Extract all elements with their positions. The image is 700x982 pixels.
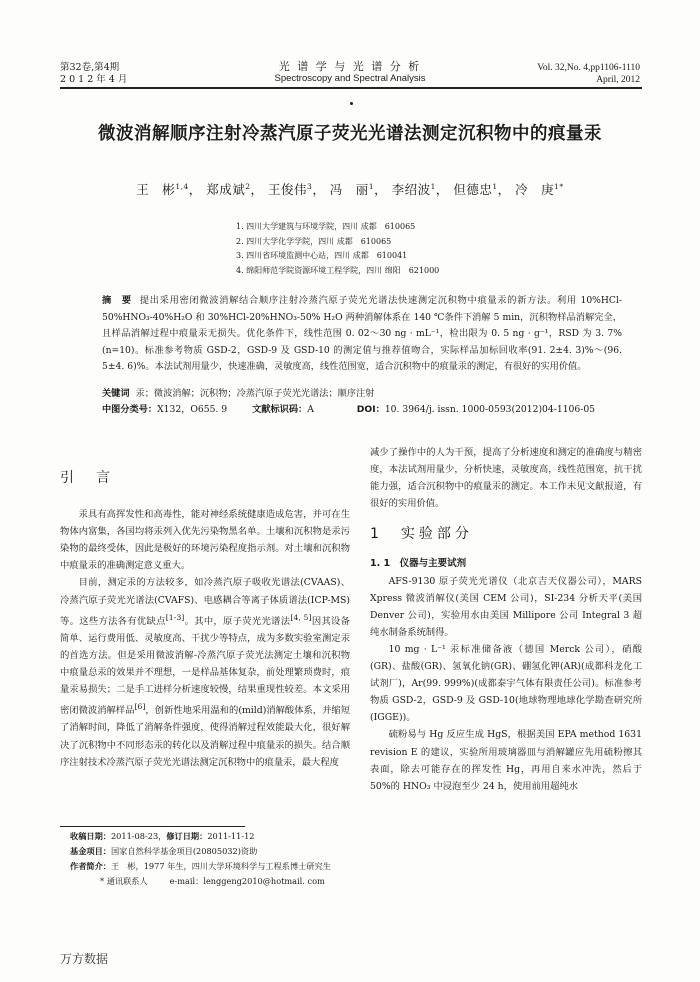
- keywords-label: 关键词: [102, 388, 130, 399]
- affiliation: 3. 四川省环境监测中心站，四川 成都 610041: [236, 251, 408, 260]
- volume-cn: 第32卷,第4期: [60, 62, 120, 73]
- doc-code-label: 文献标识码：: [252, 404, 308, 415]
- affiliations: [236, 220, 439, 278]
- doc-code-value: A: [307, 404, 314, 415]
- cleaning-paragraph: 硫粉易与 Hg 反应生成 HgS，根据美国 EPA method 1631 revision E 的建议，实验所用玻璃器皿与消解罐应先用硫粉擦其表面，除去可能存在的挥发性 Hg，再用自来水冲洗，然后于 50%的 HNO₃ 中浸泡至少 24 h，使用前用超纯水: [370, 729, 642, 792]
- paper-title: 微波消解顺序注射冷蒸汽原子荧光光谱法测定沉积物中的痕量汞: [98, 124, 602, 144]
- date-cn: 2 0 1 2 年 4 月: [60, 74, 128, 85]
- affiliation: 1. 四川大学建筑与环境学院，四川 成都 610065: [236, 222, 416, 231]
- watermark-text: 万方数据: [60, 952, 109, 966]
- received-date: 收稿日期：2011-08-23，修订日期：2011-11-12: [70, 831, 255, 841]
- journal-en: Spectroscopy and Spectral Analysis: [274, 73, 426, 84]
- left-column: [60, 470, 350, 771]
- journal-cn: 光 谱 学 与 光 谱 分 析: [278, 60, 422, 73]
- ornament-dot: [350, 102, 353, 105]
- footnote: [70, 829, 360, 889]
- section-1-heading: 1 实验部分: [370, 526, 473, 543]
- abstract-text: 提出采用密闭微波消解结合顺序注射冷蒸汽原子荧光光谱法快速测定沉积物中痕量汞的新方法。利用 10%HCl-50%HNO₃-40%H₂O 和 30%HCl-20%HNO₃-50% H₂O 两种消解体系在 140 ℃条件下消解 5 min，沉积物样品消解完全，且样品消解过程中痕量汞无损失。优化条件下，线性范围 0. 02～30 ng · mL⁻¹，检出限为 0. 5 ng · g⁻¹，RSD 为 3. 7%(n=10)。标准参考物质 GSD-2，GSD-9 及 GSD-10 的测定值与推荐值吻合，实际样品加标回收率(91. 2±4. 3)%～(96. 5±4. 6)%。本法试剂用量少，快速准确，灵敏度高，线性范围宽，适合沉积物中的痕量汞的测定，有很好的实用价值。: [102, 295, 622, 372]
- keywords-text: 汞；微波消解；沉积物；冷蒸汽原子荧光光谱法；顺序注射: [135, 388, 375, 399]
- author: 冯 丽$^1$: [329, 181, 375, 197]
- subsection-1-1-heading: 1. 1 仪器与主要试剂: [370, 558, 467, 570]
- keywords-block: [102, 386, 642, 418]
- citation: [6]: [134, 702, 146, 712]
- header-center: [220, 61, 480, 85]
- intro-paragraph-1: 汞具有高挥发性和高毒性，能对神经系统健康造成危害，并可在生物体内富集，各国均将汞列入优先污染物黑名单。土壤和沉积物是汞污染物的最终受体，因此是极好的环境污染程度指示剂。对土壤和沉积物中痕量汞的准确测定意义重大。: [60, 509, 350, 572]
- header-right: [537, 62, 640, 86]
- keywords: [102, 386, 642, 402]
- clc-value: X132，O655. 9: [157, 404, 228, 415]
- author: 李绍波$^1$: [391, 181, 436, 197]
- citation: [4, 5]: [290, 612, 312, 622]
- citation: [1-3]: [165, 612, 185, 622]
- funding: 基金项目：国家自然科学基金项目(20805032)资助: [70, 846, 258, 856]
- corresponding-author: * 通讯联系人 e-mail：lenggeng2010@hotmail. com: [100, 876, 325, 886]
- author: 郑成斌$^2$: [206, 181, 251, 197]
- author-list: 王 彬$^{1,4}$， 郑成斌$^2$， 王俊伟$^3$， 冯 丽$^1$， 李绍波$^1$， 但德忠$^1$， 冷 庚$^{1*}$: [136, 181, 564, 197]
- doi-label: DOI：: [356, 404, 385, 415]
- clc-label: 中图分类号：: [102, 404, 158, 415]
- abstract: [102, 293, 622, 376]
- affiliation: 4. 绵阳师范学院资源环境工程学院，四川 绵阳 621000: [236, 265, 440, 275]
- volume-en: Vol. 32,No. 4,pp1106-1110: [537, 63, 640, 73]
- classification-line: [102, 402, 642, 418]
- author: 王 彬$^{1,4}$: [136, 181, 189, 197]
- header-left: [60, 62, 127, 86]
- intro-heading: 引 言: [60, 470, 114, 486]
- header-rule: [60, 87, 642, 89]
- abstract-label: 摘 要: [102, 295, 132, 306]
- intro-paragraph-2: 目前，测定汞的方法较多，如冷蒸汽原子吸收光谱法(CVAAS)、冷蒸汽原子荧光光谱法(CVAFS)、电感耦合等离子体质谱法(ICP-MS)等。这些方法各有优缺点[1-3]。其中，原子荧光光谱法[4, 5]因其设备简单、运行费用低、灵敏度高、干扰少等特点，成为多数实验室测定汞的首选方法。但是采用微波消解-冷蒸汽原子荧光法测定土壤和沉积物中痕量总汞的效果并不理想，一是样品基体复杂，前处理繁琐费时，痕量汞易损失；二是手工进样分析速度较慢，结果重现性较差。本文采用密闭微波消解样品[6]，创新性地采用温和的(mild)消解酸体系，并缩短了消解时间，降低了消解条件强度，使得消解过程效能最大化，很好解决了沉积物中不同形态汞的转化以及消解过程中痕量汞的损失。结合顺序注射技术冷蒸汽原子荧光光谱法测定沉积物中的痕量汞，最大程度: [60, 577, 350, 768]
- author: 冷 庚$^{1*}$: [515, 181, 564, 197]
- right-column: [370, 444, 642, 795]
- instruments-paragraph: AFS-9130 原子荧光光谱仪（北京吉天仪器公司），MARS Xpress 微波消解仪(美国 CEM 公司)，SI-234 分析天平(美国 Denver 公司)，实验用水由美国 Millipore 公司 Integral 3 超纯水制备系统制得。: [370, 575, 642, 638]
- footnote-rule: [60, 826, 245, 827]
- author-bio: 作者简介：王 彬，1977 年生，四川大学环境科学与工程系博士研究生: [70, 861, 331, 871]
- author: 但德忠$^1$: [453, 181, 498, 197]
- doi-value: 10. 3964/j. issn. 1000-0593(2012)04-1106-05: [384, 404, 596, 415]
- affiliation: 2. 四川大学化学学院，四川 成都 610065: [236, 236, 392, 246]
- author: 王俊伟$^3$: [268, 181, 313, 197]
- reagents-paragraph: 10 mg · L⁻¹ 汞标准储备液（德国 Merck 公司），硝酸(GR)、盐酸(GR)、氢氧化钠(GR)、硼氢化钾(AR)(成都科龙化工试剂厂)，Ar(99. 999%)(成都泰宇气体有限责任公司)。标准参考物质 GSD-2，GSD-9 及 GSD-10(地球物理地球化学勘查研究所(IGGE))。: [370, 643, 642, 724]
- date-en: April, 2012: [596, 75, 640, 85]
- intro-continuation: 减少了操作中的人为干预，提高了分析速度和测定的准确度与精密度，本法试剂用量少，分析快速，灵敏度高，线性范围宽，抗干扰能力强，适合沉积物中的痕量汞的测定。本工作未见文献报道，有很好的实用价值。: [370, 447, 642, 510]
